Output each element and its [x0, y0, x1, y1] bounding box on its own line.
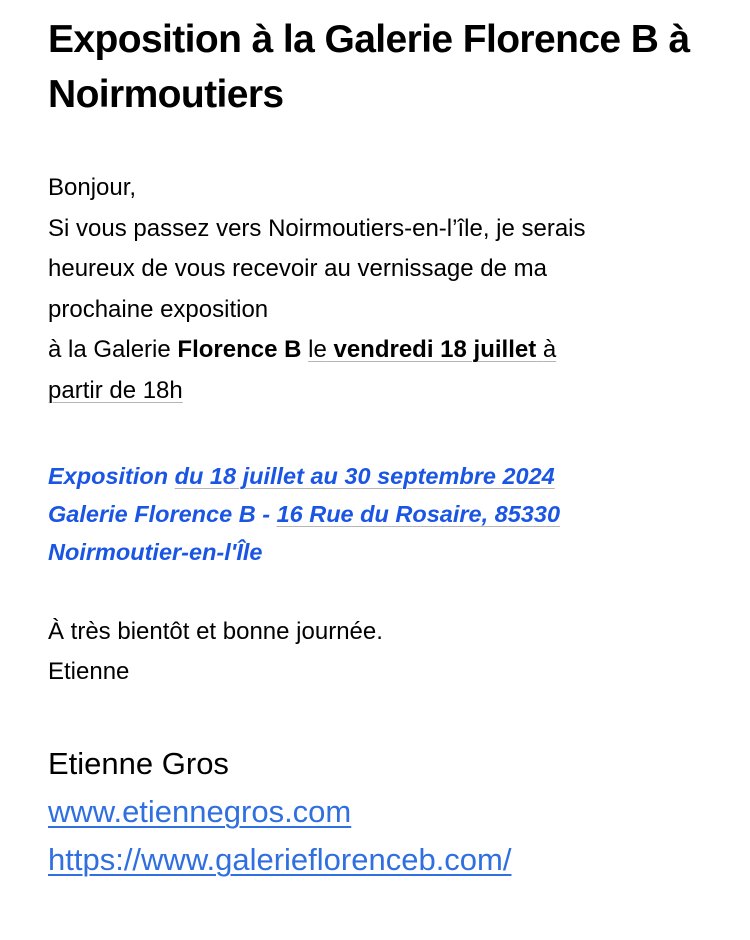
- invite-line: [48, 330, 718, 371]
- info-exposition-label: Exposition: [48, 463, 175, 489]
- intro-line-3: prochaine exposition: [48, 295, 269, 323]
- signature-name: Etienne Gros: [48, 746, 229, 781]
- invite-time-line: [48, 371, 718, 412]
- invite-time-link[interactable]: partir de 18h: [48, 376, 183, 404]
- message-paragraph: [48, 168, 718, 412]
- info-address-line: [48, 495, 728, 533]
- gallery-name: Florence B: [177, 336, 302, 364]
- signature-website-line: [48, 788, 728, 836]
- closing-name: Etienne: [48, 658, 130, 685]
- invite-date: vendredi 18 juillet: [333, 336, 537, 364]
- info-city-line: [48, 533, 728, 571]
- signature-gallery-line: [48, 836, 728, 884]
- info-address-link[interactable]: 16 Rue du Rosaire, 85330: [276, 501, 561, 527]
- email-title: Exposition à la Galerie Florence B à Noirmoutiers: [48, 18, 690, 116]
- invite-le-link[interactable]: [308, 336, 556, 363]
- email-signature: [48, 740, 728, 884]
- gallery-url-link[interactable]: https://www.galerieflorenceb.com/: [48, 842, 512, 877]
- closing-paragraph: [48, 612, 718, 692]
- greeting: Bonjour,: [48, 174, 137, 201]
- intro-line-1: Si vous passez vers Noirmoutiers-en-l’île, je serais: [48, 214, 586, 242]
- info-city: Noirmoutier-en-l'Île: [48, 539, 263, 565]
- info-dates-line: [48, 457, 728, 495]
- invite-a: à: [542, 336, 557, 364]
- exhibition-info: [48, 457, 728, 571]
- website-link[interactable]: www.etiennegros.com: [48, 794, 352, 829]
- invite-prefix: à la Galerie: [48, 336, 178, 364]
- info-dates-link[interactable]: du 18 juillet au 30 septembre 2024: [174, 463, 555, 489]
- intro-line-2: heureux de vous recevoir au vernissage de ma: [48, 255, 547, 283]
- closing-text: À très bientôt et bonne journée.: [48, 618, 383, 645]
- invite-le: le: [308, 336, 327, 364]
- info-gallery-label: Galerie Florence B -: [48, 501, 277, 527]
